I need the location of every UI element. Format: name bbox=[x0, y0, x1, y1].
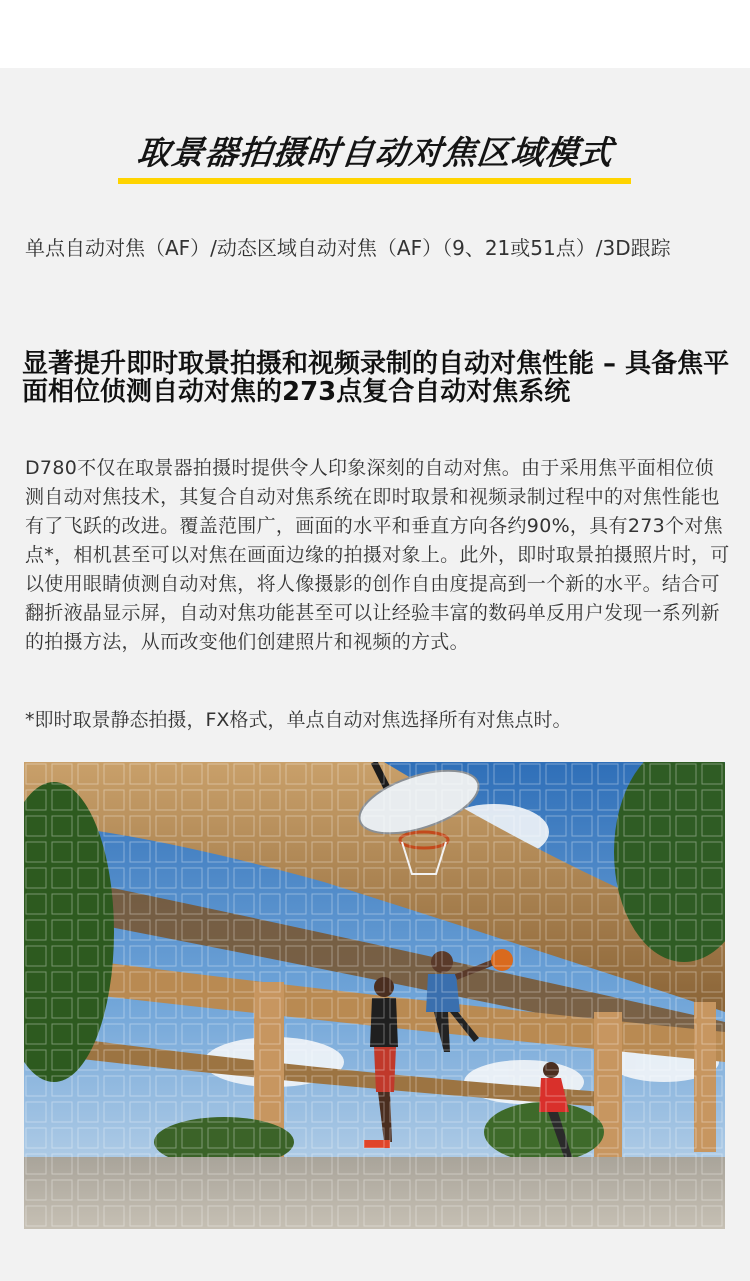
feature-body-paragraph: D780不仅在取景器拍摄时提供令人印象深刻的自动对焦。由于采用焦平面相位侦测自动对焦技术，其复合自动对焦系统在即时取景和视频录制过程中的对焦性能也有了飞跃的改进。覆盖范围广，画面的水平和垂直方向各约90%，具有273个对焦点*，相机甚至可以对焦在画面边缘的拍摄对象上。此外，即时取景拍摄照片时，可以使用眼睛侦测自动对焦，将人像摄影的创作自由度提高到一个新的水平。结合可翻折液晶显示屏，自动对焦功能甚至可以让经验丰富的数码单反用户发现一系列新的拍摄方法，从而改变他们创建照片和视频的方式。 bbox=[25, 457, 730, 653]
footnote: *即时取景静态拍摄，FX格式，单点自动对焦选择所有对焦点时。 bbox=[25, 709, 572, 731]
section-title-block bbox=[0, 130, 750, 176]
af-point-grid-overlay bbox=[24, 762, 725, 1229]
feature-section bbox=[0, 68, 750, 1281]
title-underline bbox=[118, 178, 631, 184]
section-title: 取景器拍摄时自动对焦区域模式 bbox=[135, 133, 616, 172]
photo-illustration bbox=[24, 762, 725, 1229]
feature-headline: 显著提升即时取景拍摄和视频录制的自动对焦性能 – 具备焦平面相位侦测自动对焦的273点复合自动对焦系统 bbox=[22, 349, 730, 407]
af-area-modes-text: 单点自动对焦（AF）/动态区域自动对焦（AF）（9、21或51点）/3D跟踪 bbox=[25, 236, 671, 260]
top-white-strip bbox=[0, 0, 750, 68]
basketball-photo bbox=[24, 762, 725, 1229]
